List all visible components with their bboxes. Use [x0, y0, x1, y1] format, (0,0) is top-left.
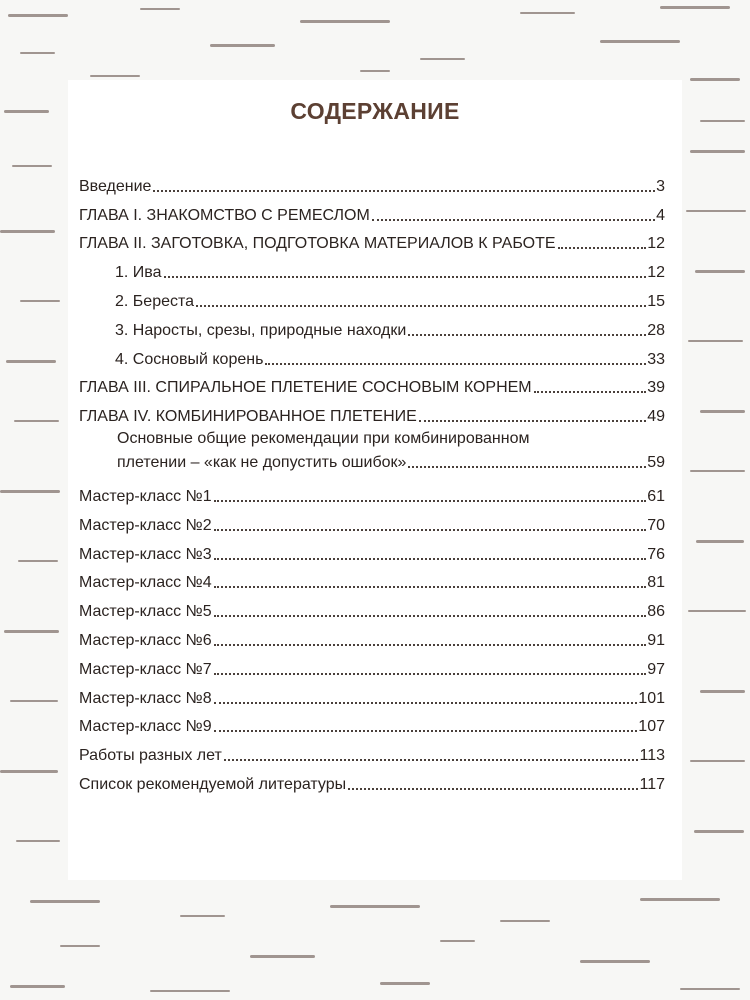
- toc-entry-page: 4: [656, 206, 665, 224]
- toc-entry-introduction: [79, 167, 665, 196]
- toc-entry-section-pine-root: [79, 340, 665, 369]
- toc-entry-page: 91: [647, 631, 665, 649]
- toc-entry-chapter-4: [79, 397, 665, 426]
- table-of-contents: [79, 167, 665, 794]
- toc-entry-page: 86: [647, 603, 665, 621]
- toc-entry-page: 76: [647, 545, 665, 563]
- toc-entry-label: Мастер-класс №2: [79, 516, 212, 534]
- dot-leader: [196, 305, 646, 307]
- toc-entry-page: 28: [647, 321, 665, 339]
- dot-leader: [408, 334, 646, 336]
- toc-entry-label: 1. Ива: [115, 264, 162, 282]
- toc-entry-label: Мастер-класс №1: [79, 487, 212, 505]
- toc-entry-page: 117: [639, 775, 665, 793]
- dot-leader: [214, 500, 647, 502]
- dot-leader: [214, 644, 647, 646]
- dot-leader: [153, 190, 655, 192]
- toc-entry-section-burls: [79, 311, 665, 340]
- dot-leader: [214, 529, 647, 531]
- dot-leader: [214, 702, 638, 704]
- toc-entry-label: 2. Береста: [115, 292, 195, 310]
- toc-entry-master-class-4: [79, 564, 665, 593]
- toc-entry-page: 12: [647, 264, 665, 282]
- toc-entry-works-of-years: [79, 736, 665, 765]
- toc-entry-label-line2: плетении – «как не допустить ошибок»: [117, 454, 407, 472]
- toc-entry-page: 15: [647, 292, 665, 310]
- dot-leader: [372, 219, 655, 221]
- toc-entry-label: Список рекомендуемой литературы: [79, 775, 347, 793]
- toc-entry-label: ГЛАВА IV. КОМБИНИРОВАННОЕ ПЛЕТЕНИЕ: [79, 408, 417, 426]
- toc-entry-page: 59: [647, 454, 665, 472]
- toc-entry-chapter-2: [79, 225, 665, 254]
- dot-leader: [419, 420, 646, 422]
- toc-entry-section-willow: [79, 253, 665, 282]
- toc-entry-recommendations: [79, 429, 665, 472]
- toc-entry-master-class-8: [79, 679, 665, 708]
- dot-leader: [265, 363, 646, 365]
- toc-entry-master-class-6: [79, 621, 665, 650]
- toc-entry-page: 97: [647, 660, 665, 678]
- toc-entry-bibliography: [79, 765, 665, 794]
- toc-entry-page: 61: [647, 487, 665, 505]
- toc-entry-label: ГЛАВА I. ЗНАКОМСТВО С РЕМЕСЛОМ: [79, 206, 370, 224]
- toc-entry-label: Мастер-класс №6: [79, 631, 212, 649]
- toc-entry-label: ГЛАВА II. ЗАГОТОВКА, ПОДГОТОВКА МАТЕРИАЛОВ К РАБОТЕ: [79, 235, 556, 253]
- dot-leader: [164, 276, 647, 278]
- toc-entry-label-line1: Основные общие рекомендации при комбинированном: [117, 430, 530, 448]
- toc-entry-page: 12: [647, 235, 665, 253]
- page-title: СОДЕРЖАНИЕ: [290, 98, 460, 124]
- dot-leader: [534, 391, 647, 393]
- toc-entry-label: Мастер-класс №8: [79, 689, 212, 707]
- toc-entry-page: 107: [638, 718, 665, 736]
- toc-entry-section-birch-bark: [79, 282, 665, 311]
- toc-entry-label: 4. Сосновый корень: [115, 350, 264, 368]
- toc-entry-page: 33: [647, 350, 665, 368]
- toc-entry-label: Введение: [79, 177, 152, 195]
- toc-entry-label: Работы разных лет: [79, 747, 222, 765]
- toc-entry-label: 3. Наросты, срезы, природные находки: [115, 321, 407, 339]
- toc-entry-master-class-2: [79, 506, 665, 535]
- toc-entry-label: Мастер-класс №5: [79, 603, 212, 621]
- toc-entry-master-class-3: [79, 535, 665, 564]
- toc-entry-page: 101: [638, 689, 665, 707]
- dot-leader: [214, 673, 647, 675]
- dot-leader: [214, 586, 647, 588]
- toc-entry-label: Мастер-класс №9: [79, 718, 212, 736]
- toc-entry-label: Мастер-класс №4: [79, 574, 212, 592]
- dot-leader: [348, 788, 638, 790]
- toc-entry-label: Мастер-класс №7: [79, 660, 212, 678]
- dot-leader: [214, 558, 647, 560]
- dot-leader: [214, 730, 638, 732]
- toc-entry-chapter-3: [79, 369, 665, 398]
- dot-leader: [558, 247, 647, 249]
- toc-entry-master-class-5: [79, 592, 665, 621]
- toc-entry-chapter-1: [79, 196, 665, 225]
- toc-entry-page: 113: [639, 747, 665, 765]
- toc-entry-page: 70: [647, 516, 665, 534]
- toc-entry-page: 39: [647, 379, 665, 397]
- toc-entry-page: 3: [656, 177, 665, 195]
- dot-leader: [214, 615, 647, 617]
- toc-entry-master-class-9: [79, 708, 665, 737]
- toc-entry-master-class-1: [79, 477, 665, 506]
- toc-entry-page: 49: [647, 408, 665, 426]
- toc-entry-label: Мастер-класс №3: [79, 545, 212, 563]
- toc-entry-label: ГЛАВА III. СПИРАЛЬНОЕ ПЛЕТЕНИЕ СОСНОВЫМ КОРНЕМ: [79, 379, 532, 397]
- dot-leader: [408, 466, 646, 468]
- toc-entry-master-class-7: [79, 650, 665, 679]
- dot-leader: [224, 759, 639, 761]
- toc-entry-page: 81: [647, 574, 665, 592]
